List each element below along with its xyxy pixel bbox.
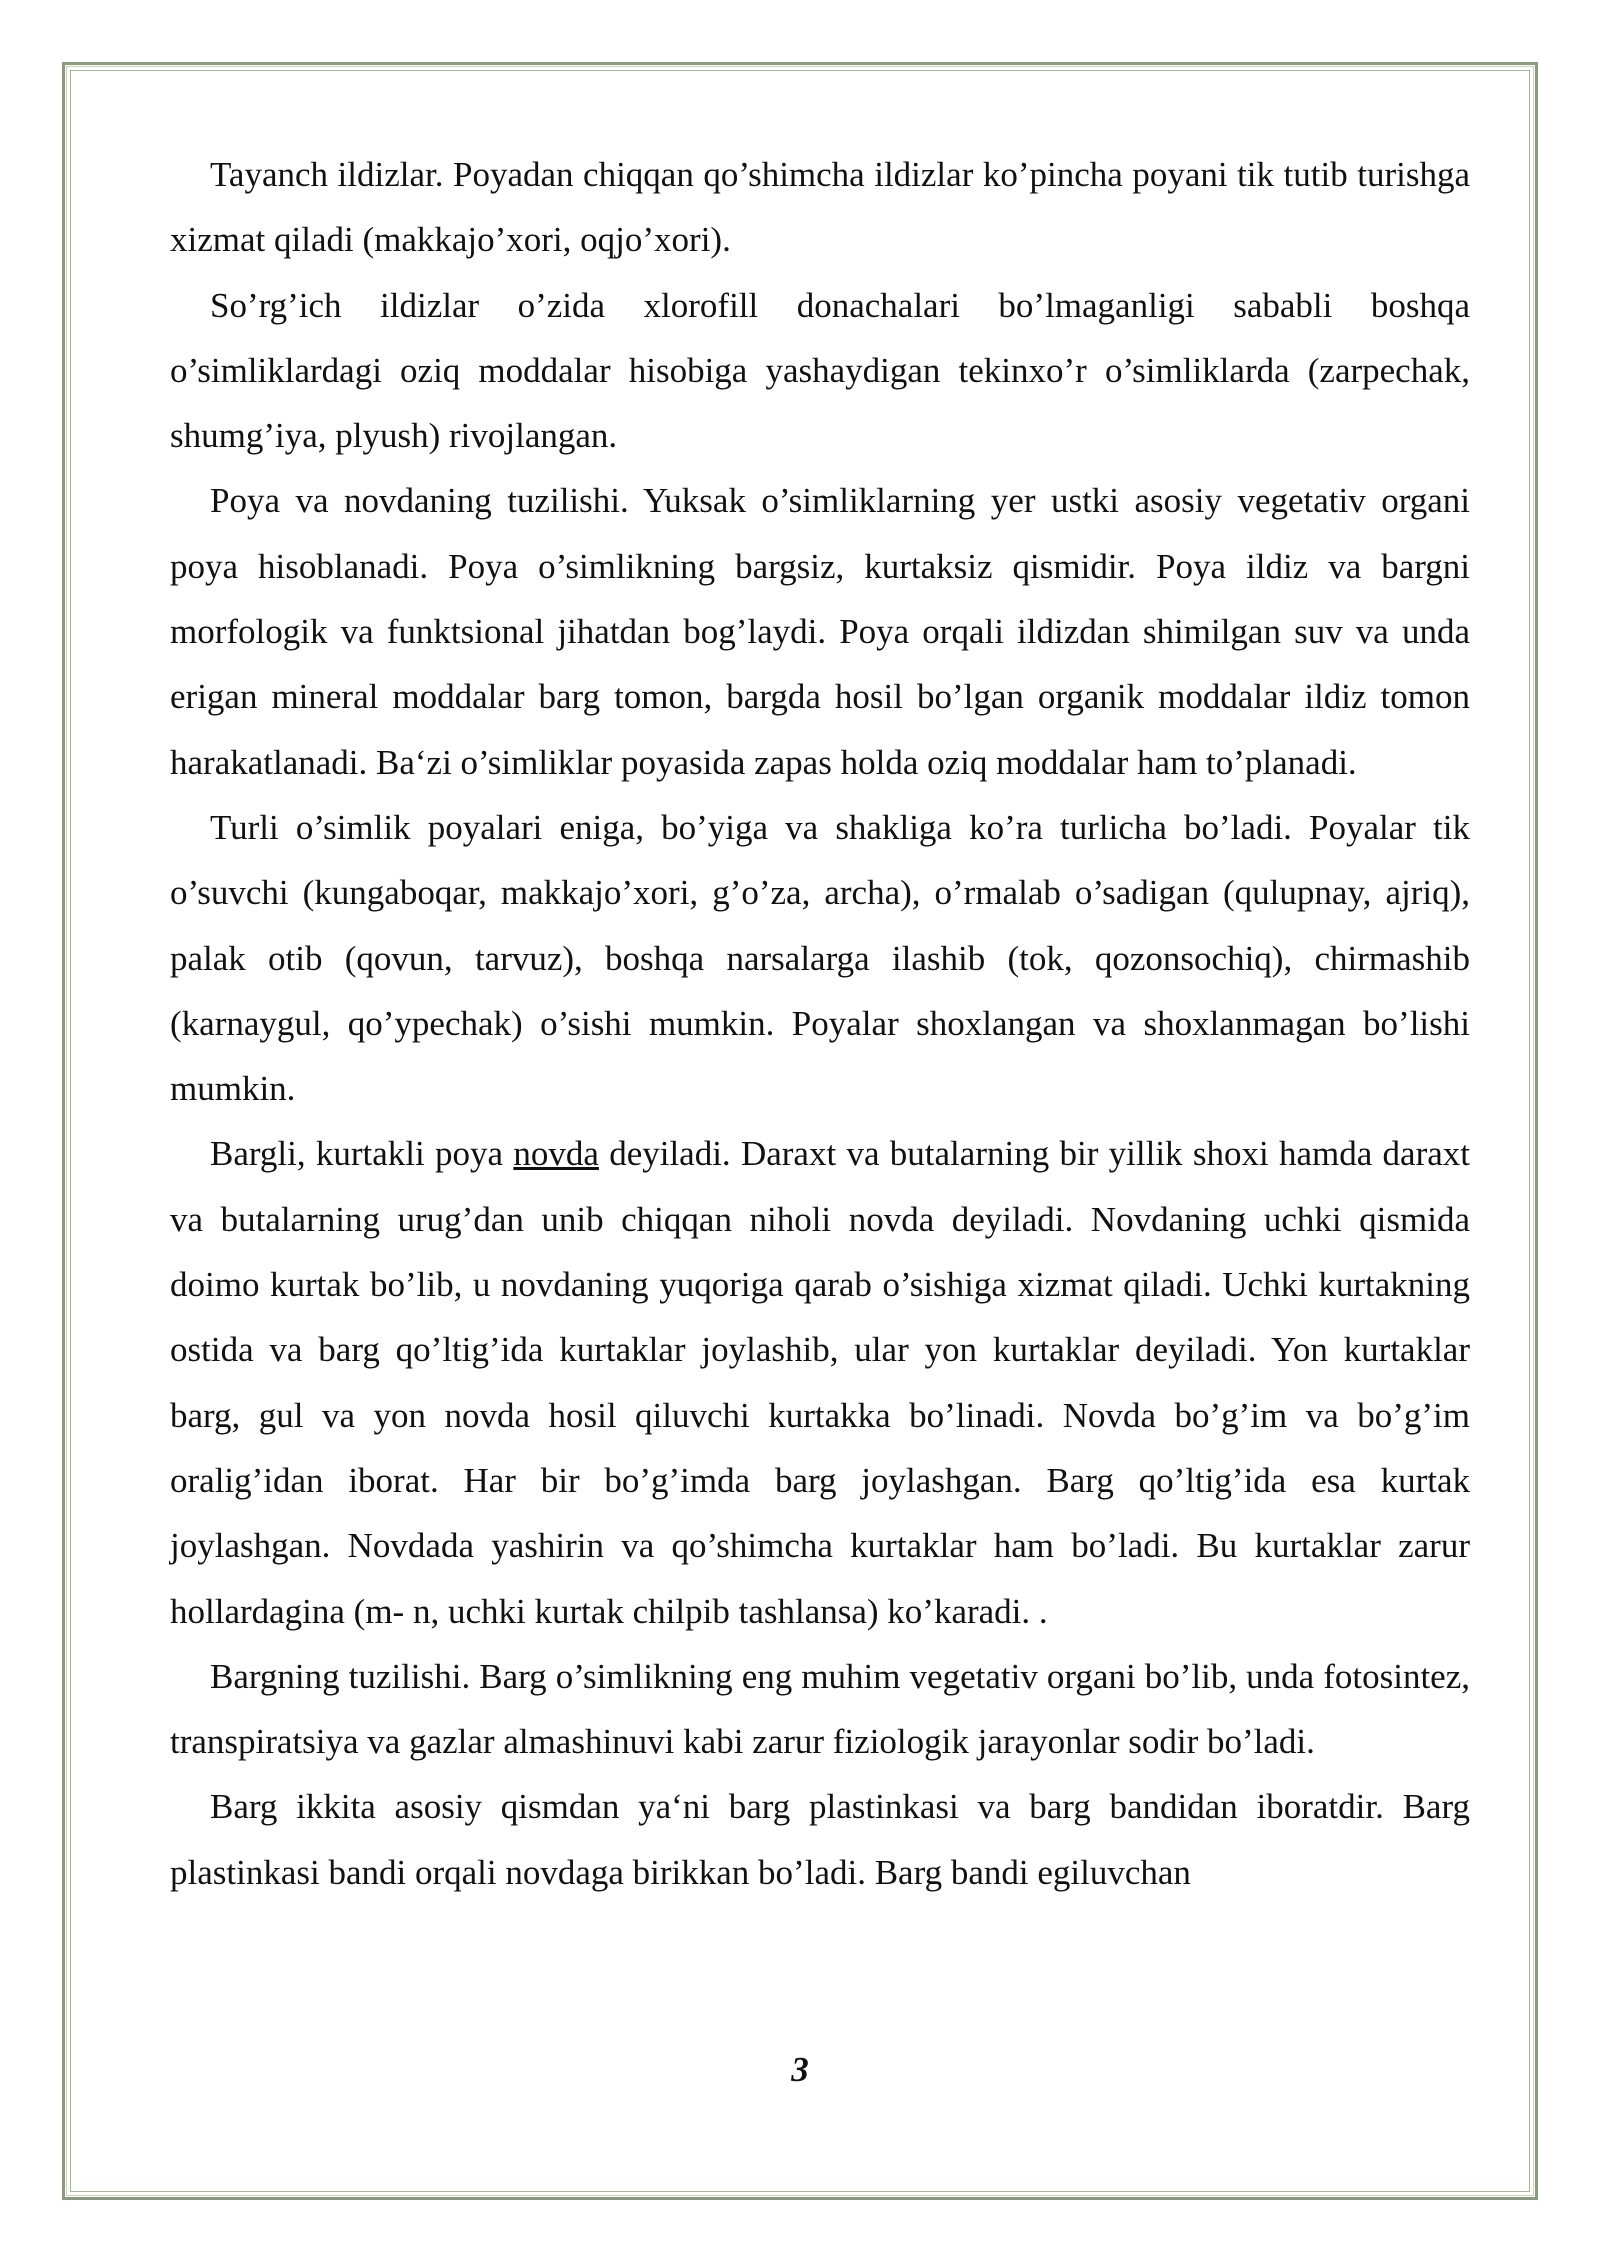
paragraph-barg-qismlari: Barg ikkita asosiy qismdan ya‘ni barg plastinkasi va barg bandidan iboratdir. Barg plastinkasi bandi orqali novdaga birikkan bo’ladi. Barg bandi egiluvchan	[170, 1787, 1470, 1892]
paragraph-sorgich-ildizlar: So’rg’ich ildizlar o’zida xlorofill donachalari bo’lmaganligi sababli boshqa o’simliklardagi oziq moddalar hisobiga yashaydigan tekinxo’r o’simliklarda (zarpechak, shumg’iya, plyush) rivojlangan.	[170, 285, 1470, 456]
paragraph-tayanch-ildizlar: Tayanch ildizlar. Poyadan chiqqan qo’shimcha ildizlar ko’pincha poyani tik tutib turishga xizmat qiladi (makkajo’xori, oqjo’xori).	[170, 155, 1470, 260]
paragraph-novda	[170, 1121, 1470, 1643]
document-body	[170, 142, 1470, 1905]
paragraph-poya-turlari: Turli o’simlik poyalari eniga, bo’yiga va shakliga ko’ra turlicha bo’ladi. Poyalar tik o’suvchi (kungaboqar, makkajo’xori, g’o’za, archa), o’rmalab o’sadigan (qulupnay, ajriq), palak otib (qovun, tarvuz), boshqa narsalarga ilashib (tok, qozonsochiq), chirmashib (karnaygul, qo’ypechak) o’sishi mumkin. Poyalar shoxlangan va shoxlanmagan bo’lishi mumkin.	[170, 807, 1470, 1109]
novda-text-before: Bargli, kurtakli poya	[210, 1134, 514, 1174]
paragraph-barg-tuzilishi: Bargning tuzilishi. Barg o’simlikning eng muhim vegetativ organi bo’lib, unda fotosintez, transpiratsiya va gazlar almashinuvi kabi zarur fiziologik jarayonlar sodir bo’ladi.	[170, 1656, 1470, 1762]
paragraph-poya-tuzilishi: Poya va novdaning tuzilishi. Yuksak o’simliklarning yer ustki asosiy vegetativ organi poya hisoblanadi. Poya o’simlikning bargsiz, kurtaksiz qismidir. Poya ildiz va bargni morfologik va funktsional jihatdan bog’laydi. Poya orqali ildizdan shimilgan suv va unda erigan mineral moddalar barg tomon, bargda hosil bo’lgan organik moddalar ildiz tomon harakatlanadi. Ba‘zi o’simliklar poyasida zapas holda oziq moddalar ham to’planadi.	[170, 481, 1470, 782]
novda-text-after: deyiladi. Daraxt va butalarning bir yillik shoxi hamda daraxt va butalarning urug’dan unib chiqqan niholi novda deyiladi. Novdaning uchki qismida doimo kurtak bo’lib, u novdaning yuqoriga qarab o’sishiga xizmat qiladi. Uchki kurtakning ostida va barg qo’ltig’ida kurtaklar joylashib, ular yon kurtaklar deyiladi. Yon kurtaklar barg, gul va yon novda hosil qiluvchi kurtakka bo’linadi. Novda bo’g’im va bo’g’im oralig’idan iborat. Har bir bo’g’imda barg joylashgan. Barg qo’ltig’ida esa kurtak joylashgan. Novdada yashirin va qo’shimcha kurtaklar ham bo’ladi. Bu kurtaklar zarur hollardagina (m- n, uchki kurtak chilpib tashlansa) ko’karadi. .	[170, 1134, 1470, 1631]
page-number: 3	[791, 2050, 809, 2089]
novda-underlined-term: novda	[513, 1134, 599, 1174]
